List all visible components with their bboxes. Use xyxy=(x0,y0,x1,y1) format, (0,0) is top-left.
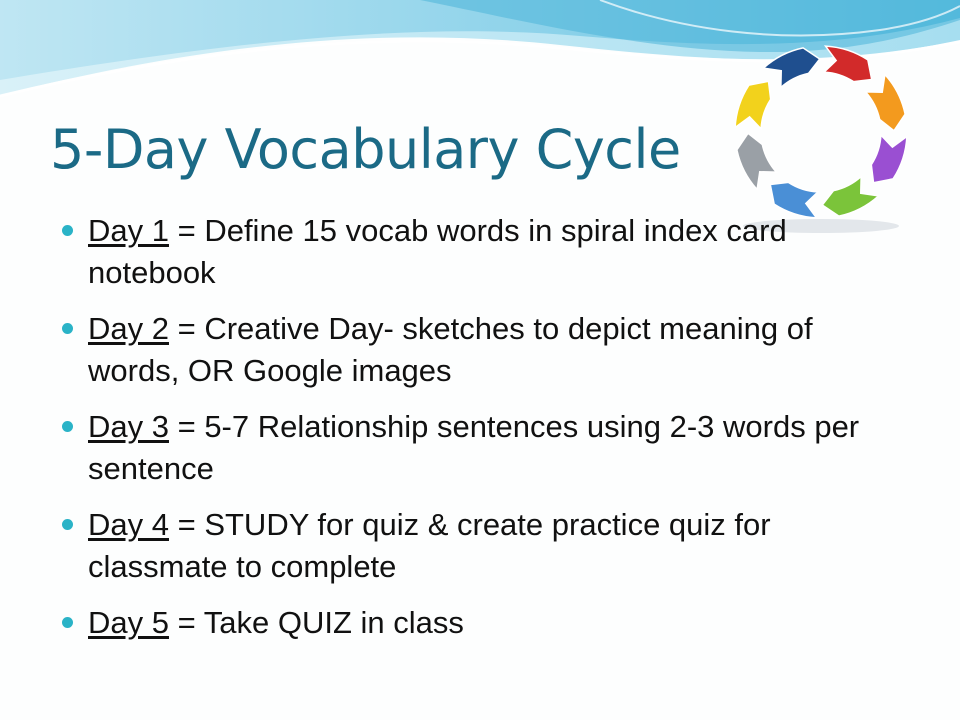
day-label: Day 1 xyxy=(88,213,169,248)
list-item-day-3 xyxy=(62,406,862,490)
day-label: Day 4 xyxy=(88,507,169,542)
step-text: = STUDY for quiz & create practice quiz for classmate to complete xyxy=(88,507,771,584)
slide-title: 5-Day Vocabulary Cycle xyxy=(50,118,681,181)
list-item-day-2 xyxy=(62,308,862,392)
step-text: = Creative Day- sketches to depict meaning of words, OR Google images xyxy=(88,311,813,388)
day-label: Day 2 xyxy=(88,311,169,346)
list-item-day-5 xyxy=(62,602,862,644)
day-label: Day 3 xyxy=(88,409,169,444)
list-item-day-1 xyxy=(62,210,862,294)
cycle-arrow-segment xyxy=(763,48,819,88)
step-text: = Define 15 vocab words in spiral index card notebook xyxy=(88,213,787,290)
cycle-arrow-segment xyxy=(871,135,907,183)
cycle-arrow-segment xyxy=(824,46,872,82)
cycle-arrow-segment xyxy=(866,74,906,130)
bullet-dot-icon xyxy=(62,323,73,334)
list-item-day-4 xyxy=(62,504,862,588)
step-text: = 5-7 Relationship sentences using 2-3 words per sentence xyxy=(88,409,860,486)
bullet-dot-icon xyxy=(62,519,73,530)
bullet-dot-icon xyxy=(62,421,73,432)
day-label: Day 5 xyxy=(88,605,169,640)
bullet-dot-icon xyxy=(62,225,73,236)
vocabulary-steps-list xyxy=(62,210,862,658)
cycle-arrow-segment xyxy=(737,133,777,189)
circular-arrows-cycle-icon xyxy=(726,40,916,235)
bullet-dot-icon xyxy=(62,617,73,628)
cycle-arrow-segment xyxy=(735,81,771,129)
step-text: = Take QUIZ in class xyxy=(168,605,464,640)
